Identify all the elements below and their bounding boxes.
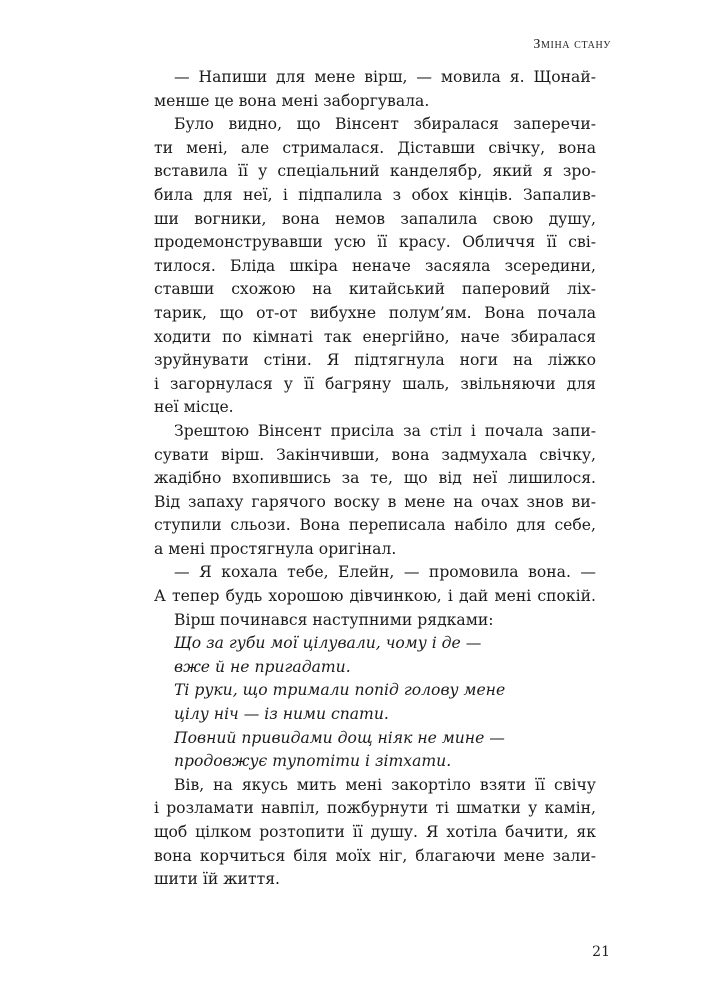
- text-line: шити їй життя.: [154, 870, 280, 889]
- text-line: а мені простягнула оригінал.: [154, 539, 397, 558]
- text-line: ходити по кімнаті так енергійно, наче збиралася: [154, 327, 596, 346]
- poem-line: продовжує тупотіти і зітхати.: [174, 752, 452, 771]
- text-line: продемонструвавши усю її красу. Обличчя її сві-: [154, 233, 596, 252]
- text-line: Вірш починався наступними рядками:: [174, 610, 494, 629]
- text-line: зруйнувати стіни. Я підтягнула ноги на ліжко: [154, 351, 596, 370]
- page-number: 21: [592, 944, 610, 960]
- text-line: тарик, що от-от вибухне полум’ям. Вона почала: [154, 303, 596, 322]
- text-line: Вів, на якусь мить мені закортіло взяти її свічу: [174, 775, 596, 794]
- text-line: щоб цілком розтопити її душу. Я хотіла бачити, як: [154, 823, 596, 841]
- text-line: і загорнулася у її багряну шаль, звільняючи для: [154, 374, 596, 393]
- text-line: ставши схожою на китайський паперовий ліх-: [154, 280, 596, 299]
- text-line: жадібно вхопившись за те, що від неї лишилося.: [154, 469, 596, 488]
- text-line: — Я кохала тебе, Елейн, — промовила вона. —: [174, 563, 596, 582]
- text-line: ступили сльози. Вона переписала набіло для себе,: [154, 516, 596, 535]
- text-line: і розламати навпіл, пожбурнути ті шматки у камін,: [154, 799, 596, 818]
- text-line: Зрештою Вінсент присіла за стіл і почала запи-: [174, 421, 596, 440]
- text-line: сувати вірш. Закінчивши, вона задмухала свічку,: [154, 445, 596, 464]
- text-line: Було видно, що Вінсент збиралася заперечи-: [174, 115, 596, 134]
- text-line: менше це вона мені заборгувала.: [154, 91, 430, 110]
- text-line: неї місце.: [154, 398, 234, 417]
- text-line: тилося. Бліда шкіра неначе засяяла зсередини,: [154, 256, 596, 275]
- poem-line: вже й не пригадати.: [174, 657, 351, 676]
- text-line: била для неї, і підпалила з обох кінців. Запалив-: [154, 185, 596, 204]
- text-line: ти мені, але стрималася. Діставши свічку, вона: [154, 138, 596, 157]
- poem-line: Що за губи мої цілували, чому і де —: [174, 634, 482, 653]
- text-line: А тепер будь хорошою дівчинкою, і дай мені спокій.: [154, 587, 596, 606]
- text-line: Від запаху гарячого воску в мене на очах знов ви-: [154, 492, 596, 511]
- text-line: ши вогники, вона немов запалила свою душу,: [154, 209, 596, 228]
- poem-line: Ті руки, що тримали попід голову мене: [174, 681, 506, 700]
- body-text: [154, 66, 596, 892]
- running-header: Зміна стану: [533, 37, 611, 52]
- text-line: — Напиши для мене вірш, — мовила я. Щонай-: [174, 68, 596, 86]
- text-line: вставила її у спеціальний канделябр, який я зро-: [154, 162, 596, 181]
- poem-line: цілу ніч — із ними спати.: [174, 705, 389, 724]
- text-line: вона корчиться біля моїх ніг, благаючи мене зали-: [154, 846, 596, 865]
- poem-line: Повний привидами дощ ніяк не мине —: [174, 728, 505, 747]
